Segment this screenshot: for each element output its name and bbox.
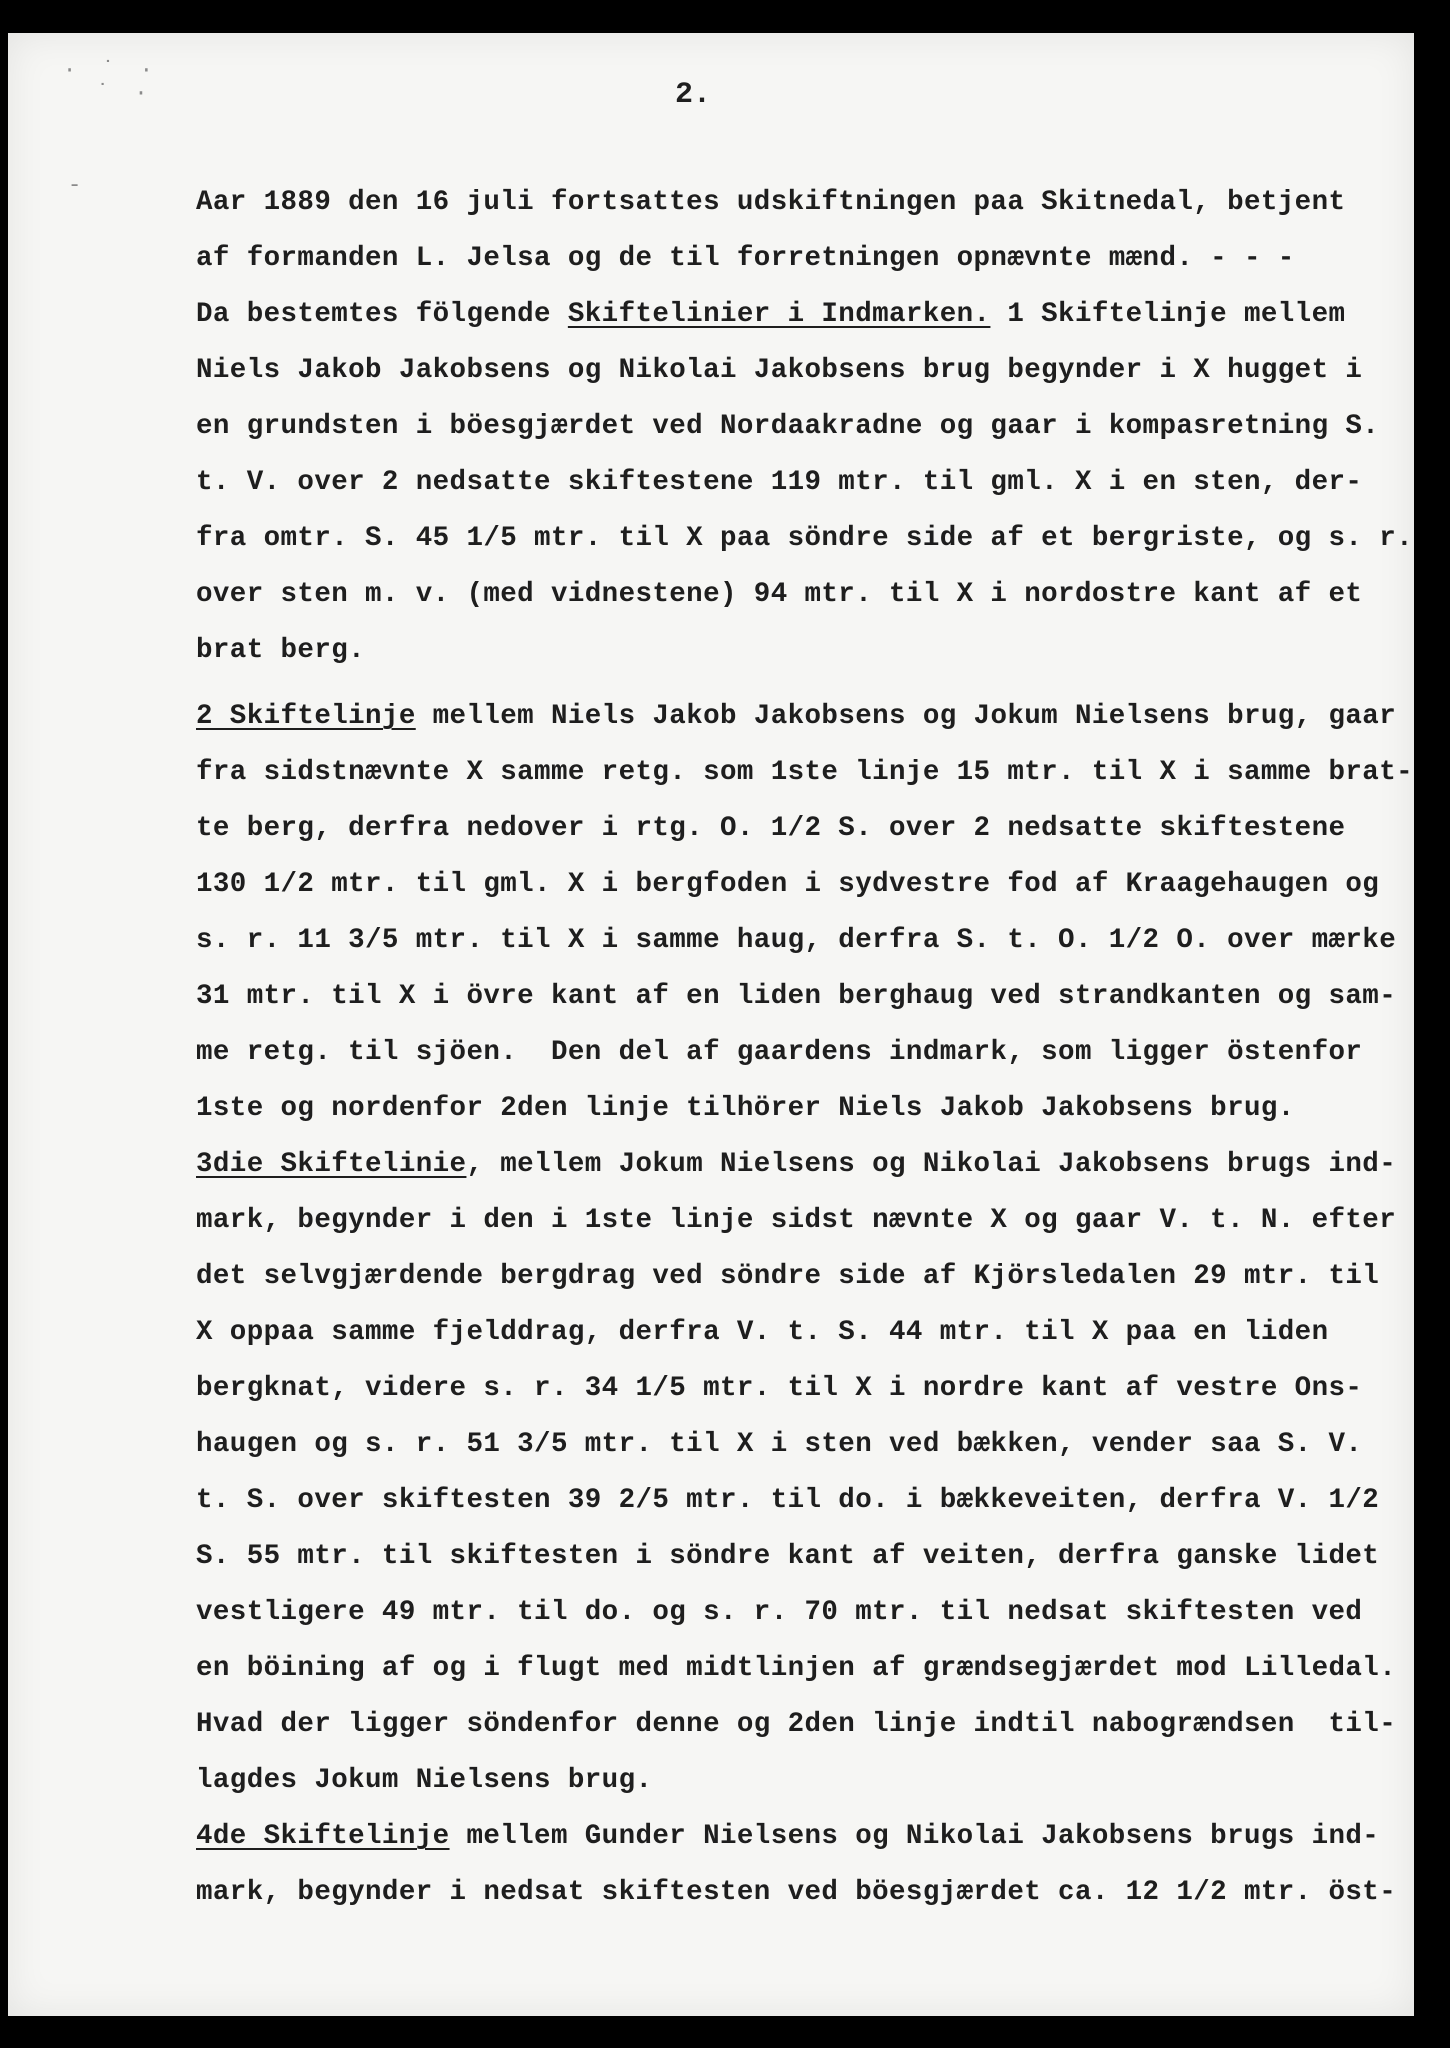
margin-mark: -	[68, 173, 88, 198]
text-line: fra omtr. S. 45 1/5 mtr. til X paa söndre side af et bergriste, og s. r.	[196, 523, 1413, 554]
page-number: 2.	[675, 78, 712, 112]
section-heading: 3die Skiftelinie	[196, 1149, 467, 1180]
text-segment: mellem Gunder Nielsens og Nikolai Jakobsens brugs ind-	[449, 1821, 1380, 1852]
text-line: s. r. 11 3/5 mtr. til X i samme haug, derfra S. t. O. 1/2 O. over mærke	[196, 925, 1397, 956]
text-line: brat berg.	[196, 635, 366, 666]
text-line: X oppaa samme fjelddrag, derfra V. t. S. 44 mtr. til X paa en liden	[196, 1317, 1329, 1348]
section-heading: 2 Skiftelinje	[196, 701, 416, 732]
text-line: Niels Jakob Jakobsens og Nikolai Jakobsens brug begynder i X hugget i	[196, 355, 1363, 386]
text-line	[196, 1809, 1416, 1865]
text-line: Hvad der ligger söndenfor denne og 2den linje indtil nabogrændsen til-	[196, 1709, 1397, 1740]
text-segment: mellem Niels Jakob Jakobsens og Jokum Nielsens brug, gaar	[415, 701, 1397, 732]
section-heading: 4de Skiftelinje	[196, 1821, 450, 1852]
text-line: S. 55 mtr. til skiftesten i söndre kant af veiten, derfra ganske lidet	[196, 1541, 1380, 1572]
text-segment: 1 Skiftelinje mellem	[990, 299, 1346, 330]
text-line: haugen og s. r. 51 3/5 mtr. til X i sten ved bækken, vender saa S. V.	[196, 1429, 1363, 1460]
text-line: af formanden L. Jelsa og de til forretningen opnævnte mænd. - - -	[196, 243, 1295, 274]
text-line: 130 1/2 mtr. til gml. X i bergfoden i sydvestre fod af Kraagehaugen og	[196, 869, 1380, 900]
document-body	[196, 175, 1416, 1921]
text-line: t. V. over 2 nedsatte skiftestene 119 mtr. til gml. X i en sten, der-	[196, 467, 1363, 498]
text-line	[196, 1137, 1416, 1193]
corner-smudge: · ˙ ·	[63, 58, 160, 83]
paragraph-gap	[196, 679, 1416, 689]
text-line: det selvgjærdende bergdrag ved söndre side af Kjörsledalen 29 mtr. til	[196, 1261, 1380, 1292]
text-line: me retg. til sjöen. Den del af gaardens indmark, som ligger östenfor	[196, 1037, 1363, 1068]
text-line: mark, begynder i den i 1ste linje sidst nævnte X og gaar V. t. N. efter	[196, 1205, 1397, 1236]
text-line: mark, begynder i nedsat skiftesten ved böesgjærdet ca. 12 1/2 mtr. öst-	[196, 1877, 1397, 1908]
text-line: over sten m. v. (med vidnestene) 94 mtr. til X i nordostre kant af et	[196, 579, 1363, 610]
text-line: te berg, derfra nedover i rtg. O. 1/2 S. over 2 nedsatte skiftestene	[196, 813, 1346, 844]
text-line: en böining af og i flugt med midtlinjen af grændsegjærdet mod Lilledal.	[196, 1653, 1397, 1684]
text-line: bergknat, videre s. r. 34 1/5 mtr. til X i nordre kant af vestre Ons-	[196, 1373, 1363, 1404]
text-line: lagdes Jokum Nielsens brug.	[196, 1765, 653, 1796]
text-line	[196, 287, 1416, 343]
text-segment: , mellem Jokum Nielsens og Nikolai Jakobsens brugs ind-	[466, 1149, 1397, 1180]
text-segment: Da bestemtes fölgende	[196, 299, 568, 330]
text-line: fra sidstnævnte X samme retg. som 1ste linje 15 mtr. til X i samme brat-	[196, 757, 1413, 788]
text-line: vestligere 49 mtr. til do. og s. r. 70 mtr. til nedsat skiftesten ved	[196, 1597, 1363, 1628]
text-line: en grundsten i böesgjærdet ved Nordaakradne og gaar i kompasretning S.	[196, 411, 1380, 442]
text-line: t. S. over skiftesten 39 2/5 mtr. til do. i bækkeveiten, derfra V. 1/2	[196, 1485, 1380, 1516]
corner-smudge: ˙ ·	[96, 81, 154, 106]
section-heading: Skiftelinier i Indmarken.	[567, 299, 991, 330]
text-line: 31 mtr. til X i övre kant af en liden berghaug ved strandkanten og sam-	[196, 981, 1397, 1012]
text-line	[196, 689, 1416, 745]
text-line: Aar 1889 den 16 juli fortsattes udskiftningen paa Skitnedal, betjent	[196, 187, 1346, 218]
text-line: 1ste og nordenfor 2den linje tilhörer Niels Jakob Jakobsens brug.	[196, 1093, 1295, 1124]
